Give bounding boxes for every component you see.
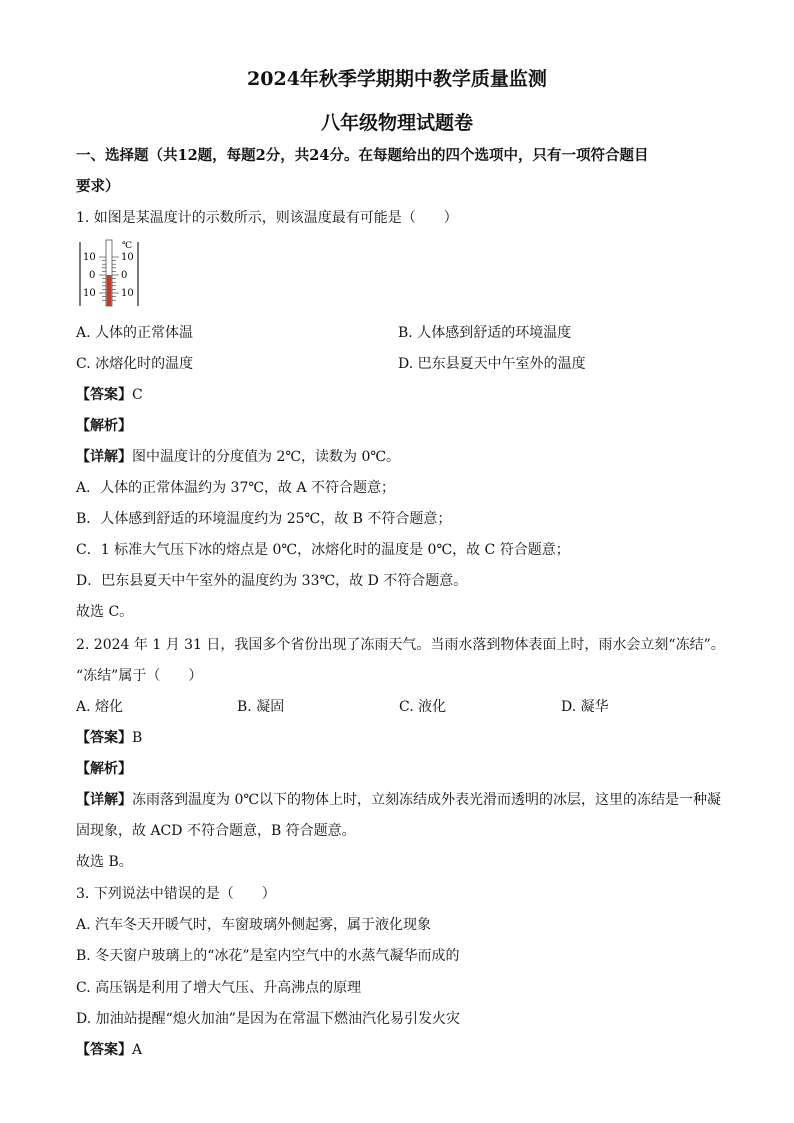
q1-option-c: C. 冰熔化时的温度 [76,356,194,372]
q1-explanation-a: A．人体的正常体温约为 37℃，故 A 不符合题意； [76,480,396,496]
thermometer-liquid [107,275,112,306]
tick-label: 10 [121,288,134,299]
q1-option-a: A. 人体的正常体温 [76,325,194,341]
detail-text: 图中温度计的分度值为 2℃，读数为 0℃。 [132,449,401,465]
q3-option-d: D. 加油站提醒“熄火加油”是因为在常温下燃油汽化易引发火灾 [76,1011,460,1027]
exam-subtitle: 八年级物理试题卷 [320,112,473,134]
q1-answer [76,386,143,404]
q3-option-b: B. 冬天窗户玻璃上的“冰花”是室内空气中的水蒸气凝华而成的 [76,948,460,964]
q1-conclusion: 故选 C。 [76,604,134,620]
tick-label: 10 [83,288,96,299]
q2-analysis-tag: 【解析】 [76,761,132,777]
thermometer-figure [76,238,142,308]
answer-tag: 【答案】 [76,1042,132,1058]
thermometer-unit: ℃ [122,241,133,251]
q1-explanation-c: C．1 标准大气压下冰的熔点是 0℃，冰熔化时的温度是 0℃，故 C 符合题意； [76,542,570,558]
section-heading-line2: 要求） [76,178,120,195]
answer-value: B [132,730,143,746]
q3-option-a: A. 汽车冬天开暖气时，车窗玻璃外侧起雾，属于液化现象 [76,917,432,933]
q1-analysis-tag: 【解析】 [76,418,132,434]
q1-option-b: B. 人体感到舒适的环境温度 [398,325,572,341]
q2-stem-line2: “冻结”属于（ ） [76,668,203,684]
q3-answer [76,1041,142,1059]
tick-label: 10 [121,252,134,263]
answer-tag: 【答案】 [76,387,132,403]
q2-option-d: D. 凝华 [561,699,609,715]
q1-explanation-d: D．巴东县夏天中午室外的温度约为 33℃，故 D 不符合题意。 [76,573,468,589]
detail-tag: 【详解】 [76,792,132,808]
q2-option-a: A. 熔化 [76,699,124,715]
q1-explanation-b: B．人体感到舒适的环境温度约为 25℃，故 B 不符合题意； [76,511,452,527]
q1-detail [76,448,400,466]
q2-conclusion: 故选 B。 [76,854,133,870]
exam-title: 2024年秋季学期期中教学质量监测 [247,68,547,90]
detail-text: 冻雨落到温度为 0℃以下的物体上时，立刻冻结成外表光滑而透明的冰层，这里的冻结是一种凝 [132,792,722,808]
answer-value: A [132,1042,143,1058]
q3-option-c: C. 高压锅是利用了增大气压、升高沸点的原理 [76,980,362,996]
tick-label: 10 [83,252,96,263]
q2-answer [76,729,142,747]
q2-detail-line1 [76,791,721,809]
tick-label: 0 [121,270,128,281]
tick-label: 0 [89,270,96,281]
answer-value: C [132,387,143,403]
q1-option-d: D. 巴东县夏天中午室外的温度 [398,356,586,372]
detail-tag: 【详解】 [76,449,132,465]
section-heading-line1: 一、选择题（共12题，每题2分，共24分。在每题给出的四个选项中，只有一项符合题目 [76,147,649,164]
q2-option-b: B. 凝固 [237,699,285,715]
answer-tag: 【答案】 [76,730,132,746]
q2-option-c: C. 液化 [399,699,447,715]
q2-detail-line2: 固现象，故 ACD 不符合题意，B 符合题意。 [76,823,356,839]
q3-stem: 3. 下列说法中错误的是（ ） [76,886,276,902]
q2-stem-line1: 2. 2024 年 1 月 31 日，我国多个省份出现了冻雨天气。当雨水落到物体表面上时，雨水会立刻“冻结”。 [76,637,725,653]
q1-stem: 1. 如图是某温度计的示数所示，则该温度最有可能是（ ） [76,210,458,226]
